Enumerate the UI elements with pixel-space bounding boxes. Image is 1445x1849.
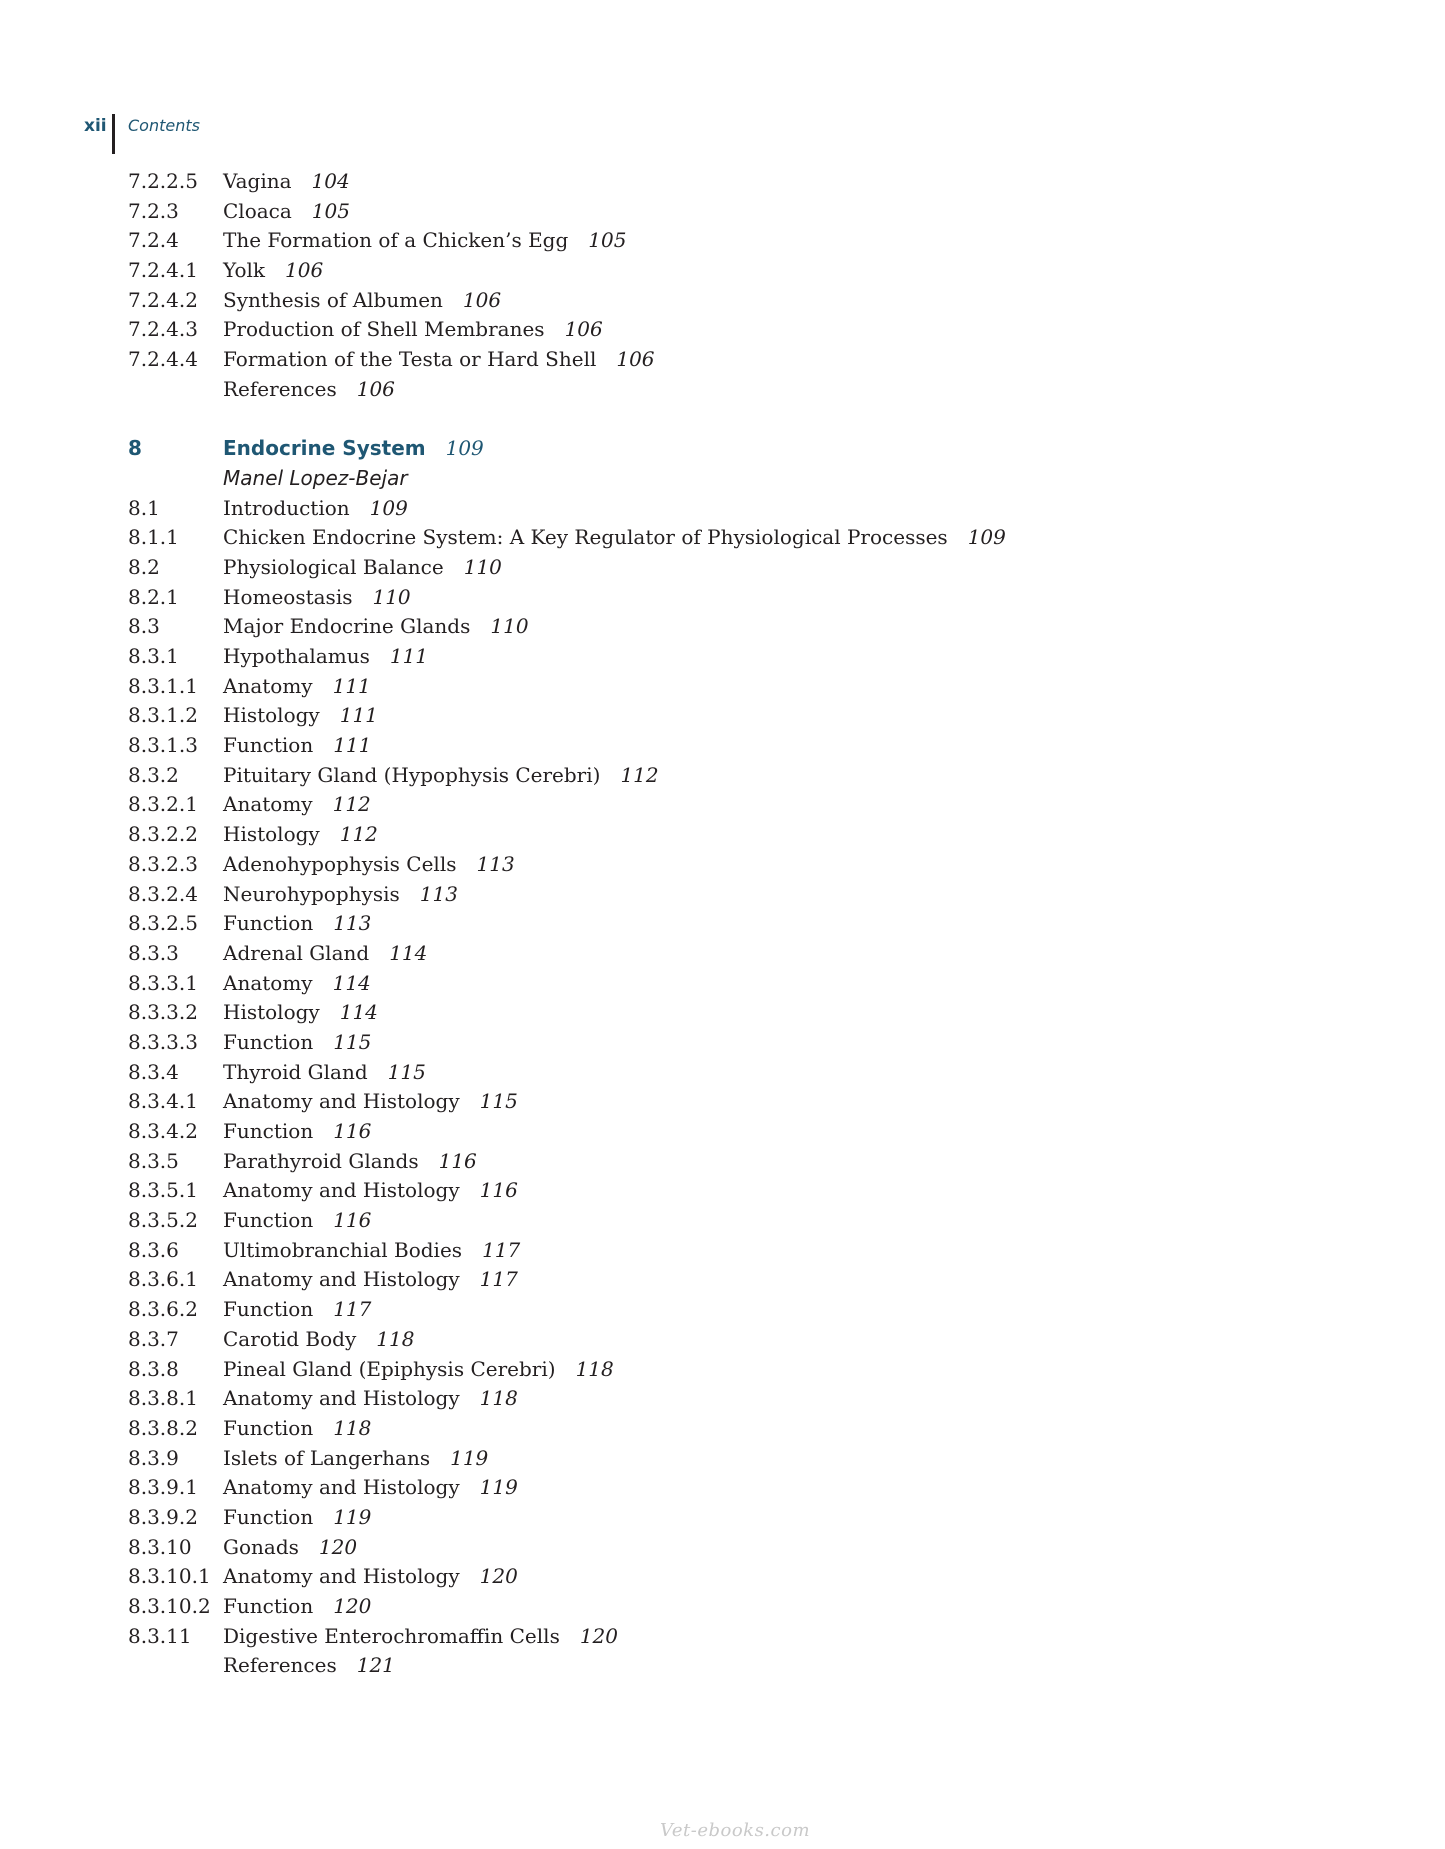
entry-title: Adrenal Gland bbox=[223, 940, 370, 965]
entry-page: 114 bbox=[332, 970, 371, 995]
entry-page: 114 bbox=[389, 940, 428, 965]
entry-number: 7.2.4 bbox=[128, 228, 179, 253]
toc-entry[interactable] bbox=[128, 1444, 1328, 1474]
chapter-number: 8 bbox=[128, 436, 142, 461]
toc-entry[interactable] bbox=[128, 553, 1328, 583]
entry-title: Pituitary Gland (Hypophysis Cerebri) bbox=[223, 762, 601, 787]
entry-number: 8.3.7 bbox=[128, 1326, 179, 1351]
entry-title: Homeostasis bbox=[223, 584, 353, 609]
toc-entry[interactable] bbox=[128, 731, 1328, 761]
entry-page: 111 bbox=[339, 703, 378, 728]
entry-page: 120 bbox=[333, 1594, 372, 1618]
entry-page: 118 bbox=[479, 1386, 518, 1411]
entry-title: Anatomy and Histology bbox=[223, 1267, 460, 1292]
entry-number: 7.2.3 bbox=[128, 198, 179, 223]
entry-title: Function bbox=[223, 1119, 314, 1143]
toc-section-after bbox=[128, 494, 1328, 1682]
entry-number: 8.1.1 bbox=[128, 525, 179, 550]
entry-title: Introduction bbox=[223, 495, 350, 520]
entry-title: Parathyroid Glands bbox=[223, 1148, 419, 1173]
entry-page: 110 bbox=[463, 554, 502, 579]
toc-entry[interactable] bbox=[128, 998, 1328, 1028]
entry-title: Histology bbox=[223, 1000, 320, 1025]
entry-number: 8.3.9 bbox=[128, 1445, 179, 1470]
entry-number: 8.3.4.2 bbox=[128, 1119, 198, 1143]
toc-entry[interactable] bbox=[128, 1592, 1328, 1622]
entry-title: Histology bbox=[223, 822, 320, 847]
toc-entry[interactable] bbox=[128, 820, 1328, 850]
entry-page: 104 bbox=[311, 169, 350, 193]
toc-entry[interactable] bbox=[128, 1117, 1328, 1147]
toc-entry[interactable] bbox=[128, 939, 1328, 969]
entry-number: 7.2.4.1 bbox=[128, 258, 198, 283]
entry-number: 8.2 bbox=[128, 554, 160, 579]
entry-title: Function bbox=[223, 1415, 314, 1440]
entry-number: 8.3.6 bbox=[128, 1237, 179, 1262]
entry-page: 118 bbox=[376, 1326, 415, 1351]
entry-number: 8.3.4.1 bbox=[128, 1089, 198, 1114]
toc-entry[interactable] bbox=[128, 1355, 1328, 1385]
toc-entry[interactable] bbox=[128, 315, 1328, 345]
entry-page: 120 bbox=[479, 1564, 518, 1589]
entry-title: Thyroid Gland bbox=[223, 1059, 368, 1084]
entry-title: Histology bbox=[223, 703, 320, 728]
toc-entry[interactable] bbox=[128, 1147, 1328, 1177]
entry-number: 8.3.5.2 bbox=[128, 1208, 198, 1233]
toc-entry[interactable] bbox=[128, 1533, 1328, 1563]
entry-title: Islets of Langerhans bbox=[223, 1445, 431, 1470]
entry-number: 8.3.8 bbox=[128, 1356, 179, 1381]
entry-number: 8.3.5.1 bbox=[128, 1178, 198, 1203]
entry-title: Neurohypophysis bbox=[223, 881, 400, 906]
entry-page: 120 bbox=[579, 1623, 619, 1648]
entry-title: Anatomy bbox=[223, 673, 313, 698]
toc-entry[interactable] bbox=[128, 1295, 1328, 1325]
entry-page: 118 bbox=[575, 1356, 614, 1381]
entry-title: Function bbox=[223, 1208, 314, 1233]
entry-page: 110 bbox=[372, 584, 411, 609]
entry-title: Function bbox=[223, 1504, 314, 1529]
toc-entry[interactable] bbox=[128, 167, 1328, 197]
entry-title: Anatomy and Histology bbox=[223, 1178, 460, 1203]
entry-title: Major Endocrine Glands bbox=[223, 614, 471, 639]
entry-number: 7.2.4.2 bbox=[128, 287, 198, 312]
entry-title: Cloaca bbox=[223, 198, 292, 223]
table-of-contents bbox=[128, 167, 1328, 1681]
toc-entry[interactable] bbox=[128, 583, 1328, 613]
entry-page: 109 bbox=[967, 525, 1006, 550]
entry-number: 8.3.6.1 bbox=[128, 1267, 198, 1292]
entry-title: Synthesis of Albumen bbox=[223, 287, 443, 312]
entry-number: 8.3.2 bbox=[128, 762, 179, 787]
entry-title: Chicken Endocrine System: A Key Regulator of Physiological Processes bbox=[223, 525, 948, 550]
entry-number: 8.3.9.1 bbox=[128, 1475, 198, 1500]
entry-number: 8.3.2.1 bbox=[128, 792, 198, 817]
entry-page: 117 bbox=[482, 1237, 521, 1262]
toc-entry[interactable] bbox=[128, 850, 1328, 880]
entry-number: 8.3.8.2 bbox=[128, 1415, 198, 1440]
section-gap bbox=[128, 405, 1328, 435]
entry-page: 105 bbox=[311, 198, 350, 223]
toc-entry[interactable] bbox=[128, 642, 1328, 672]
entry-number: 8.3.3.1 bbox=[128, 970, 198, 995]
entry-title: Ultimobranchial Bodies bbox=[223, 1237, 463, 1262]
toc-entry[interactable] bbox=[128, 672, 1328, 702]
entry-title: Carotid Body bbox=[223, 1326, 357, 1351]
entry-number: 8.3.1 bbox=[128, 644, 179, 668]
toc-entry[interactable] bbox=[128, 1058, 1328, 1088]
entry-page: 116 bbox=[333, 1208, 372, 1233]
entry-page: 106 bbox=[616, 347, 655, 372]
entry-title: Function bbox=[223, 911, 314, 936]
entry-number: 7.2.4.4 bbox=[128, 347, 198, 372]
chapter-page: 109 bbox=[445, 436, 484, 461]
entry-page: 119 bbox=[333, 1504, 372, 1529]
toc-entry[interactable] bbox=[128, 761, 1328, 791]
entry-title: Adenohypophysis Cells bbox=[223, 851, 457, 876]
entry-number: 8.3.3.2 bbox=[128, 1000, 198, 1025]
toc-entry[interactable] bbox=[128, 1622, 1328, 1652]
entry-page: 113 bbox=[333, 911, 372, 936]
entry-page: 106 bbox=[564, 317, 603, 342]
entry-title: Function bbox=[223, 1029, 314, 1054]
entry-page: 117 bbox=[333, 1297, 372, 1322]
page-number: xii bbox=[84, 116, 107, 136]
entry-number: 8.3.2.4 bbox=[128, 881, 198, 906]
toc-entry[interactable] bbox=[128, 523, 1328, 553]
toc-entry[interactable] bbox=[128, 1236, 1328, 1266]
header-divider bbox=[112, 114, 115, 154]
entry-number: 8.3.2.5 bbox=[128, 911, 198, 936]
toc-entry[interactable] bbox=[128, 345, 1328, 375]
entry-title: Vagina bbox=[223, 169, 292, 193]
entry-page: 121 bbox=[356, 1653, 395, 1678]
toc-entry[interactable] bbox=[128, 1087, 1328, 1117]
entry-title: Formation of the Testa or Hard Shell bbox=[223, 347, 597, 372]
toc-entry[interactable] bbox=[128, 701, 1328, 731]
running-head: Contents bbox=[128, 116, 200, 135]
entry-number: 8.3.10.1 bbox=[128, 1564, 211, 1589]
entry-title: Pineal Gland (Epiphysis Cerebri) bbox=[223, 1356, 556, 1381]
entry-page: 111 bbox=[333, 733, 372, 758]
toc-entry[interactable] bbox=[128, 1562, 1328, 1592]
entry-page: 115 bbox=[333, 1029, 372, 1054]
entry-page: 111 bbox=[332, 673, 371, 698]
entry-page: 109 bbox=[369, 495, 408, 520]
toc-entry[interactable] bbox=[128, 1206, 1328, 1236]
entry-title: References bbox=[223, 376, 337, 401]
entry-number: 8.3.2.3 bbox=[128, 851, 198, 876]
entry-page: 113 bbox=[476, 851, 515, 876]
entry-page: 119 bbox=[479, 1475, 518, 1500]
entry-page: 116 bbox=[333, 1119, 372, 1143]
toc-entry[interactable] bbox=[128, 790, 1328, 820]
entry-title: Digestive Enterochromaffin Cells bbox=[223, 1623, 560, 1648]
toc-entry[interactable] bbox=[128, 226, 1328, 256]
toc-entry[interactable] bbox=[128, 880, 1328, 910]
entry-title: Function bbox=[223, 1594, 314, 1618]
toc-entry[interactable] bbox=[128, 1384, 1328, 1414]
entry-page: 114 bbox=[339, 1000, 378, 1025]
toc-entry[interactable] bbox=[128, 1176, 1328, 1206]
entry-title: Anatomy and Histology bbox=[223, 1386, 460, 1411]
entry-page: 120 bbox=[318, 1534, 358, 1559]
entry-page: 110 bbox=[490, 614, 529, 639]
watermark: Vet-ebooks.com bbox=[660, 1820, 811, 1841]
entry-number: 8.2.1 bbox=[128, 584, 179, 609]
toc-entry[interactable] bbox=[128, 969, 1328, 999]
entry-page: 106 bbox=[356, 376, 395, 401]
entry-page: 119 bbox=[450, 1445, 489, 1470]
entry-page: 106 bbox=[285, 258, 324, 283]
toc-entry[interactable] bbox=[128, 1503, 1328, 1533]
entry-title: References bbox=[223, 1653, 337, 1678]
entry-title: Production of Shell Membranes bbox=[223, 317, 545, 342]
entry-number: 8.3 bbox=[128, 614, 160, 639]
entry-number: 7.2.4.3 bbox=[128, 317, 198, 342]
entry-number: 8.3.10 bbox=[128, 1534, 192, 1559]
entry-page: 113 bbox=[419, 881, 458, 906]
entry-page: 115 bbox=[479, 1089, 518, 1114]
toc-entry[interactable] bbox=[128, 286, 1328, 316]
entry-number: 8.3.3 bbox=[128, 940, 179, 965]
entry-page: 106 bbox=[462, 287, 502, 312]
toc-entry[interactable] bbox=[128, 256, 1328, 286]
toc-entry[interactable] bbox=[128, 197, 1328, 227]
toc-entry[interactable] bbox=[128, 1414, 1328, 1444]
entry-title: Yolk bbox=[223, 258, 266, 283]
toc-entry[interactable] bbox=[128, 1028, 1328, 1058]
entry-number: 7.2.2.5 bbox=[128, 169, 198, 193]
entry-title: Anatomy and Histology bbox=[223, 1475, 460, 1500]
entry-page: 105 bbox=[588, 228, 627, 253]
entry-page: 112 bbox=[620, 762, 659, 787]
entry-number: 8.1 bbox=[128, 495, 160, 520]
entry-title: Anatomy and Histology bbox=[223, 1089, 460, 1114]
entry-title: Function bbox=[223, 1297, 314, 1322]
toc-entry[interactable] bbox=[128, 1265, 1328, 1295]
entry-number: 8.3.4 bbox=[128, 1059, 179, 1084]
toc-section-before bbox=[128, 167, 1328, 405]
entry-number: 8.3.5 bbox=[128, 1148, 179, 1173]
entry-number: 8.3.8.1 bbox=[128, 1386, 198, 1411]
toc-entry[interactable] bbox=[128, 909, 1328, 939]
entry-title: Hypothalamus bbox=[223, 644, 370, 668]
entry-page: 115 bbox=[387, 1059, 426, 1084]
toc-entry[interactable] bbox=[128, 494, 1328, 524]
entry-number: 8.3.6.2 bbox=[128, 1297, 198, 1322]
chapter-author: Manel Lopez-Bejar bbox=[223, 465, 408, 490]
entry-number: 8.3.1.2 bbox=[128, 703, 198, 728]
toc-entry[interactable] bbox=[128, 375, 1328, 405]
entry-number: 8.3.1.1 bbox=[128, 673, 198, 698]
entry-title: Physiological Balance bbox=[223, 554, 444, 579]
entry-title: Anatomy bbox=[223, 792, 313, 817]
entry-title: Anatomy bbox=[223, 970, 313, 995]
entry-page: 116 bbox=[438, 1148, 477, 1173]
entry-number: 8.3.9.2 bbox=[128, 1504, 198, 1529]
chapter-title: Endocrine System bbox=[223, 436, 426, 461]
entry-number: 8.3.11 bbox=[128, 1623, 192, 1648]
entry-number: 8.3.1.3 bbox=[128, 733, 198, 758]
entry-page: 118 bbox=[333, 1415, 372, 1440]
entry-page: 111 bbox=[389, 644, 429, 668]
entry-page: 112 bbox=[332, 792, 371, 817]
toc-entry[interactable] bbox=[128, 612, 1328, 642]
entry-number: 8.3.10.2 bbox=[128, 1594, 211, 1618]
entry-page: 117 bbox=[479, 1267, 518, 1292]
toc-entry[interactable] bbox=[128, 1325, 1328, 1355]
chapter-heading[interactable] bbox=[128, 434, 1328, 464]
entry-title: Gonads bbox=[223, 1534, 299, 1559]
entry-number: 8.3.2.2 bbox=[128, 822, 198, 847]
entry-number: 8.3.3.3 bbox=[128, 1029, 198, 1054]
entry-title: The Formation of a Chicken’s Egg bbox=[223, 228, 569, 253]
entry-title: Function bbox=[223, 733, 314, 758]
chapter-author-row bbox=[128, 464, 1328, 494]
entry-page: 112 bbox=[339, 822, 378, 847]
entry-title: Anatomy and Histology bbox=[223, 1564, 460, 1589]
toc-entry[interactable] bbox=[128, 1651, 1328, 1681]
toc-entry[interactable] bbox=[128, 1473, 1328, 1503]
entry-page: 116 bbox=[479, 1178, 518, 1203]
